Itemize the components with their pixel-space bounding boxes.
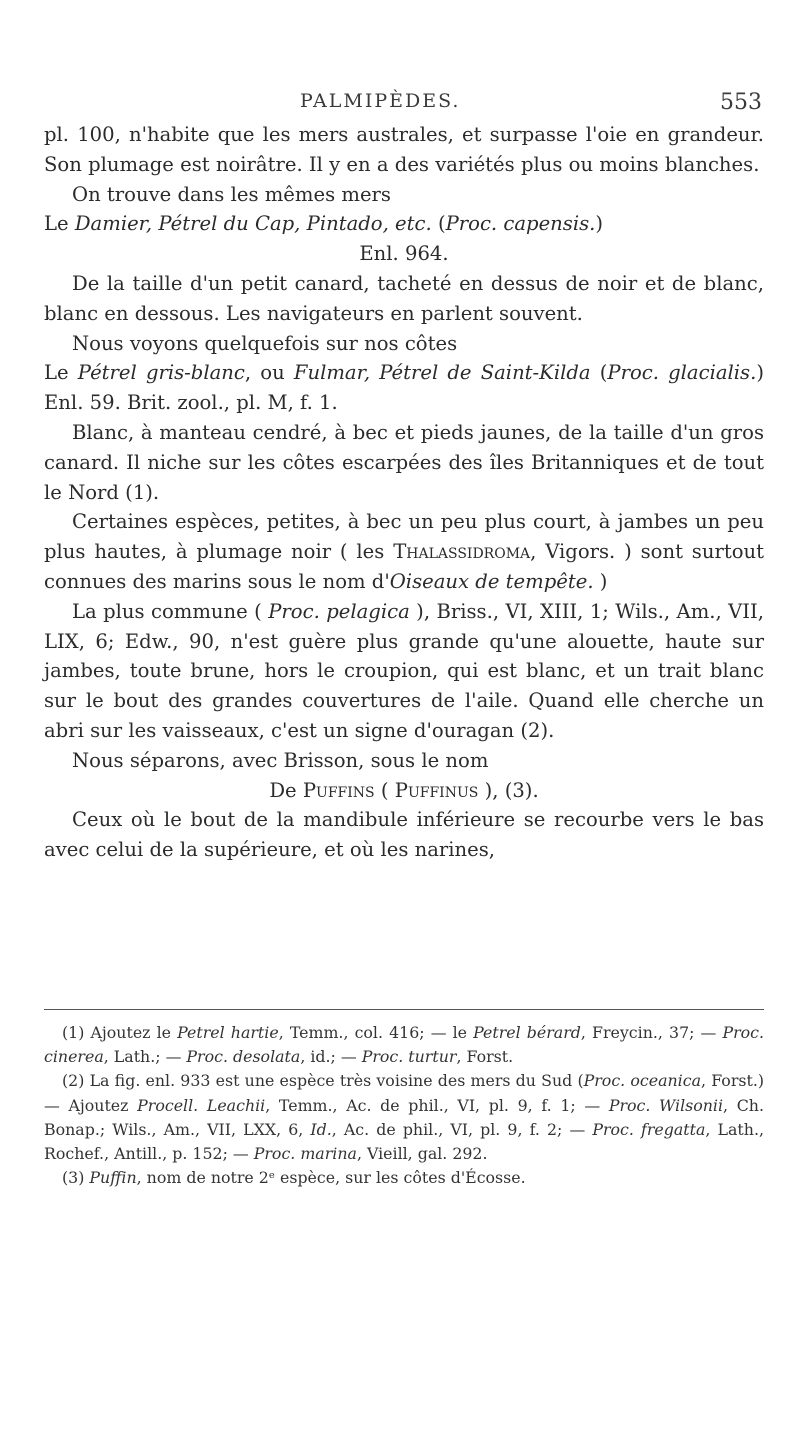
genus-heading-puffins: De Puffins ( Puffinus ), (3). [269, 778, 539, 802]
footnote-2: (2) La fig. enl. 933 est une espèce très voisine des mers du Sud (Proc. oceanica, Forst.) — Ajoutez Procell. Leachii, Temm., Ac. de phil., VI, pl. 9, f. 1; — Proc. Wilsonii, Ch. Bonap.; Wils., Am., VII, LXX, 6, Id., Ac. de phil., VI, pl. 9, f. 2; — Proc. fregatta, Lath., Rochef., Antill., p. 152; — Proc. marina, Vieill, gal. 292. [44, 1071, 765, 1164]
footnote-3: (3) Puffin, nom de notre 2ᵉ espèce, sur les côtes d'Écosse. [62, 1168, 526, 1188]
genus-name: Thalassidroma [393, 540, 531, 564]
paragraph-thalassidroma: Certaines espèces, petites, à bec un peu plus court, à jambes un peu plus hautes, à plumage noir ( les Thalassidroma, Vigors. ) sont surtout connues des marins sous le nom d'Oiseaux de tempête. ) [44, 510, 764, 593]
footnotes [44, 1021, 764, 1190]
vernacular-names: Damier, Pétrel du Cap, Pintado, etc. [74, 212, 432, 236]
paragraph-continuation: pl. 100, n'habite que les mers australes, et surpasse l'oie en grandeur. Son plumage est noirâtre. Il y en a des variétés plus ou moins blanches. [44, 123, 764, 176]
paragraph-damier-description: De la taille d'un petit canard, tacheté en dessus de noir et de blanc, blanc en dessous. Les navigateurs en parlent souvent. [44, 271, 764, 325]
species-heading-damier: Le Damier, Pétrel du Cap, Pintado, etc. (Proc. capensis.) [44, 212, 604, 236]
species-heading-fulmar: Le Pétrel gris-blanc, ou Fulmar, Pétrel de Saint-Kilda (Proc. glacialis.) Enl. 59. Brit. zool., pl. M, f. 1. [44, 361, 764, 415]
paragraph-intro-cotes: Nous voyons quelquefois sur nos côtes [72, 331, 458, 355]
main-text [44, 120, 764, 865]
paragraph-puffins-description: Ceux où le bout de la mandibule inférieure se recourbe vers le bas avec celui de la supérieure, et où les narines, [44, 808, 764, 862]
paragraph-intro-mers: On trouve dans les mêmes mers [72, 182, 391, 206]
vernacular-name: Pétrel gris-blanc [77, 361, 245, 385]
footnote-1: (1) Ajoutez le Petrel hartie, Temm., col. 416; — le Petrel bérard, Freycin., 37; — Proc. cinerea, Lath.; — Proc. desolata, id.; — Proc. turtur, Forst. [44, 1023, 765, 1067]
footnote-rule [44, 1009, 764, 1010]
page-number: 553 [720, 90, 762, 115]
latin-name: Proc. glacialis. [607, 361, 757, 385]
common-name: Oiseaux de tempête. [389, 569, 594, 593]
page-header [0, 90, 800, 120]
running-head: PALMIPÈDES. [300, 90, 461, 112]
latin-name: Proc. pelagica [268, 599, 410, 623]
latin-name: Proc. capensis. [445, 212, 596, 236]
paragraph-fulmar-description: Blanc, à manteau cendré, à bec et pieds jaunes, de la taille d'un gros canard. Il niche sur les côtes escarpées des îles Britanniques et de tout le Nord (1). [44, 420, 764, 504]
paragraph-pelagica: La plus commune ( Proc. pelagica ), Briss., VI, XIII, 1; Wils., Am., VII, LIX, 6; Edw., 90, n'est guère plus grande qu'une alouette, haute sur jambes, toute brune, hors le croupion, qui est blanc, et un trait blanc sur le bout des grandes couvertures de l'aile. Quand elle cherche un abri sur les vaisseaux, c'est un signe d'ouragan (2). [44, 599, 765, 742]
plate-reference: Enl. 964. [359, 242, 449, 266]
paragraph-brisson: Nous séparons, avec Brisson, sous le nom [72, 748, 489, 772]
vernacular-names: Fulmar, Pétrel de Saint-Kilda [293, 361, 591, 385]
